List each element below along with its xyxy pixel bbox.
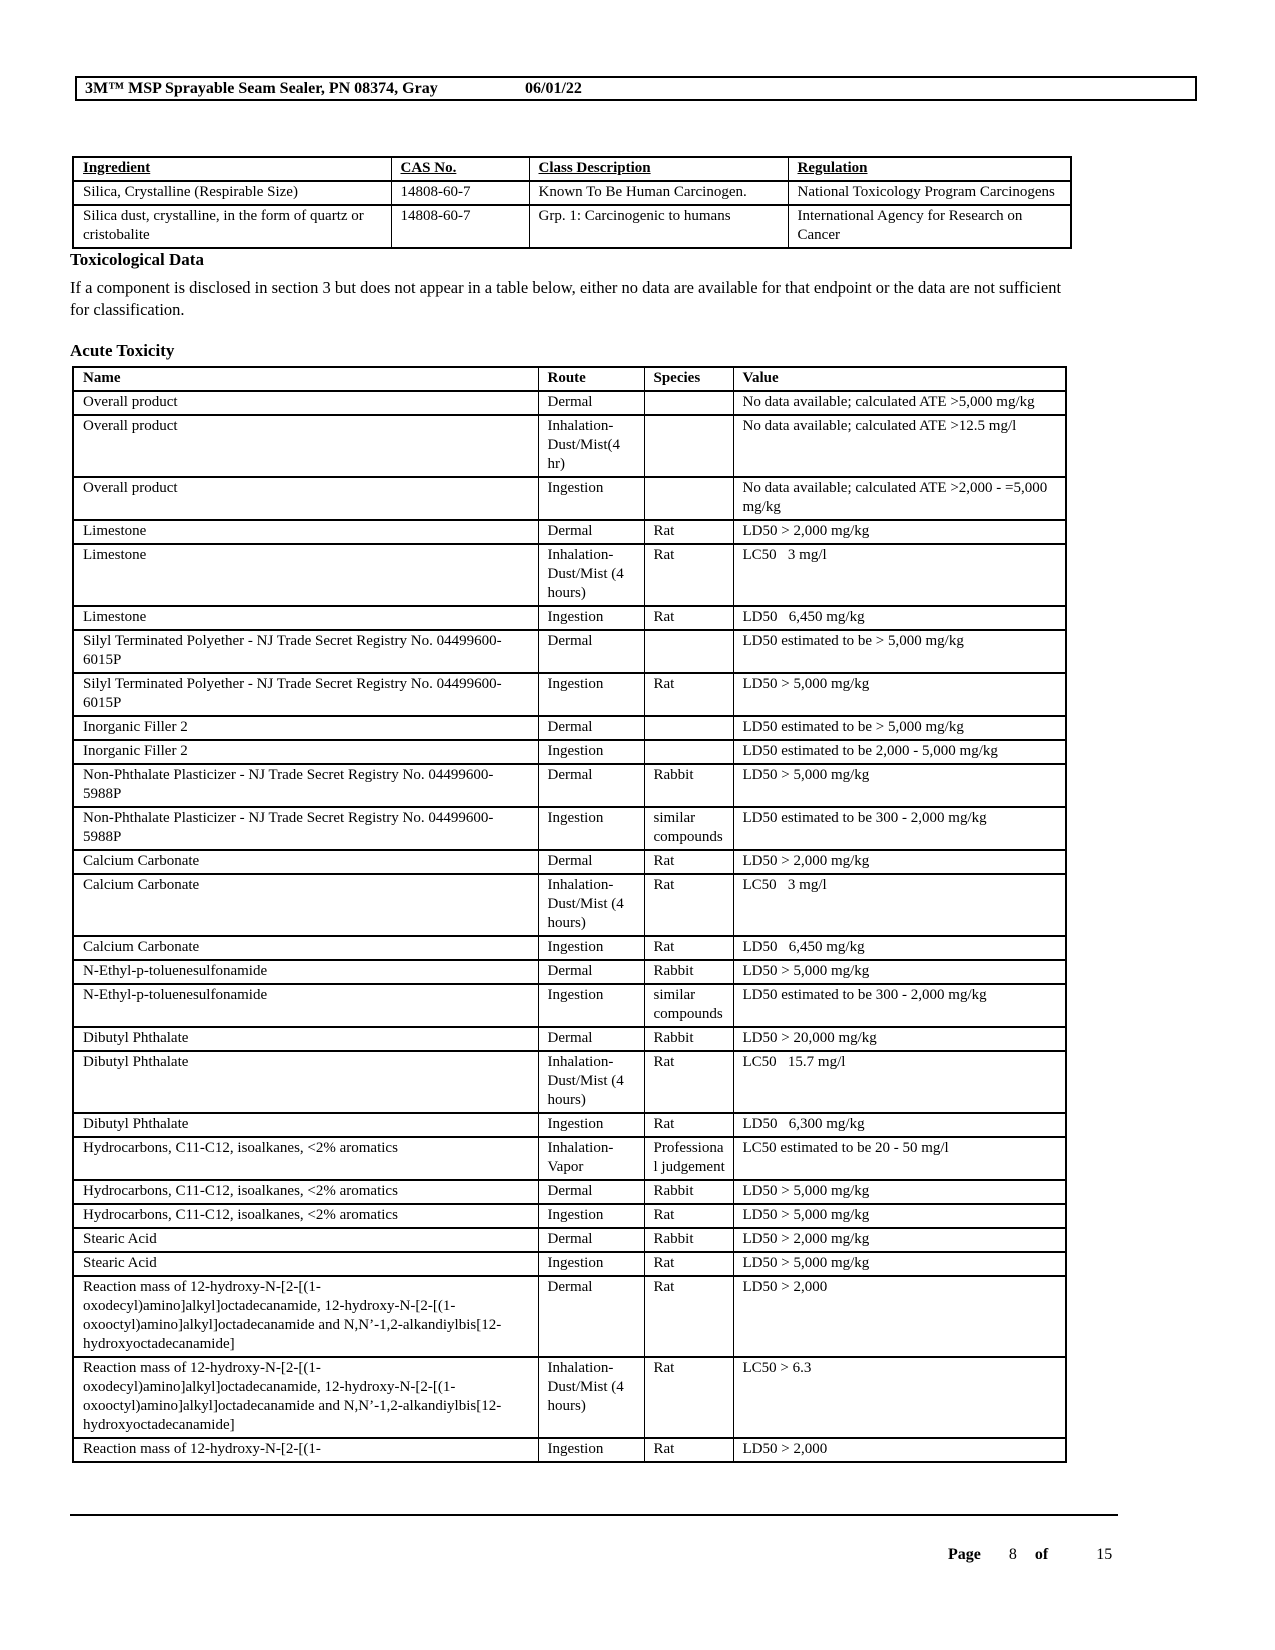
table-cell: Rat xyxy=(644,1438,733,1462)
table-cell xyxy=(644,477,733,520)
table-cell: Dermal xyxy=(538,391,644,415)
table-cell: Dibutyl Phthalate xyxy=(73,1027,538,1051)
footer-divider xyxy=(70,1514,1118,1516)
table-cell xyxy=(644,630,733,673)
table-cell: Reaction mass of 12-hydroxy-N-[2-[(1- xyxy=(73,1438,538,1462)
table-cell: Reaction mass of 12-hydroxy-N-[2-[(1-oxodecyl)amino]alkyl]octadecanamide, 12-hydroxy-N-[2-[(1-oxooctyl)amino]alkyl]octadecanamide and N,N’-1,2-alkandiylbis[12-hydroxyoctadecanamide] xyxy=(73,1276,538,1357)
table-cell: Rabbit xyxy=(644,1180,733,1204)
table-cell: LD50 > 5,000 mg/kg xyxy=(733,764,1066,807)
table-cell: Dermal xyxy=(538,630,644,673)
acute-toxicity-table xyxy=(72,366,1067,1463)
table-cell: LD50 > 2,000 mg/kg xyxy=(733,1228,1066,1252)
table-cell: Ingestion xyxy=(538,984,644,1027)
table-row xyxy=(73,1113,1066,1137)
table-cell: Rabbit xyxy=(644,960,733,984)
table-cell: Ingestion xyxy=(538,673,644,716)
table-row xyxy=(73,205,1071,248)
table-row xyxy=(73,716,1066,740)
table-cell: LD50 estimated to be 300 - 2,000 mg/kg xyxy=(733,984,1066,1027)
table-cell: LD50 > 5,000 mg/kg xyxy=(733,1180,1066,1204)
acute-toxicity-heading: Acute Toxicity xyxy=(70,341,175,360)
table-cell: Calcium Carbonate xyxy=(73,936,538,960)
page-label: Page xyxy=(948,1546,981,1563)
table-cell: LD50 > 5,000 mg/kg xyxy=(733,1204,1066,1228)
table-cell: Grp. 1: Carcinogenic to humans xyxy=(529,205,788,248)
table-cell: No data available; calculated ATE >2,000 - =5,000 mg/kg xyxy=(733,477,1066,520)
table-cell: Inhalation-Vapor xyxy=(538,1137,644,1180)
table-cell: Silica dust, crystalline, in the form of quartz or cristobalite xyxy=(73,205,391,248)
table-cell xyxy=(644,716,733,740)
table-cell: Stearic Acid xyxy=(73,1228,538,1252)
table-row xyxy=(73,544,1066,606)
table-row xyxy=(73,630,1066,673)
of-label: of xyxy=(1034,1546,1049,1563)
table-row xyxy=(73,1438,1066,1462)
table-cell: Inhalation-Dust/Mist (4 hours) xyxy=(538,1357,644,1438)
table-cell: Hydrocarbons, C11-C12, isoalkanes, <2% aromatics xyxy=(73,1180,538,1204)
table-row xyxy=(73,807,1066,850)
table-cell: Dermal xyxy=(538,1180,644,1204)
table-cell: Stearic Acid xyxy=(73,1252,538,1276)
column-header: Species xyxy=(644,367,733,391)
table-cell: Rat xyxy=(644,1276,733,1357)
table-cell: Inhalation-Dust/Mist (4 hours) xyxy=(538,1051,644,1113)
column-header: Route xyxy=(538,367,644,391)
table-cell: Inorganic Filler 2 xyxy=(73,740,538,764)
table-cell: Limestone xyxy=(73,520,538,544)
total-pages: 15 xyxy=(1096,1546,1113,1563)
table-cell: Ingestion xyxy=(538,1204,644,1228)
table-cell: Overall product xyxy=(73,477,538,520)
document-date: 06/01/22 xyxy=(525,80,582,97)
table-cell: Silyl Terminated Polyether - NJ Trade Secret Registry No. 04499600-6015P xyxy=(73,673,538,716)
column-header: Name xyxy=(73,367,538,391)
table-cell: Rabbit xyxy=(644,1027,733,1051)
table-cell: Dermal xyxy=(538,1027,644,1051)
table-cell: Calcium Carbonate xyxy=(73,850,538,874)
table-cell: Ingestion xyxy=(538,936,644,960)
carcinogenicity-table-header-row xyxy=(73,157,1071,181)
table-row xyxy=(73,984,1066,1027)
table-row xyxy=(73,477,1066,520)
table-row xyxy=(73,1252,1066,1276)
table-cell: Ingestion xyxy=(538,1113,644,1137)
table-cell: Rat xyxy=(644,936,733,960)
table-row xyxy=(73,391,1066,415)
document-title: 3M™ MSP Sprayable Seam Sealer, PN 08374, Gray xyxy=(85,80,438,97)
table-cell: Calcium Carbonate xyxy=(73,874,538,936)
table-cell: LD50 > 5,000 mg/kg xyxy=(733,673,1066,716)
table-cell: Reaction mass of 12-hydroxy-N-[2-[(1-oxodecyl)amino]alkyl]octadecanamide, 12-hydroxy-N-[2-[(1-oxooctyl)amino]alkyl]octadecanamide and N,N’-1,2-alkandiylbis[12-hydroxyoctadecanamide] xyxy=(73,1357,538,1438)
table-cell: Ingestion xyxy=(538,477,644,520)
table-cell: LC50 estimated to be 20 - 50 mg/l xyxy=(733,1137,1066,1180)
table-cell: Dermal xyxy=(538,960,644,984)
table-row xyxy=(73,1204,1066,1228)
table-cell: Dibutyl Phthalate xyxy=(73,1051,538,1113)
table-cell: LD50 > 20,000 mg/kg xyxy=(733,1027,1066,1051)
page-footer xyxy=(948,1546,1112,1564)
table-cell: LC50 > 6.3 xyxy=(733,1357,1066,1438)
table-row xyxy=(73,850,1066,874)
table-row xyxy=(73,1027,1066,1051)
table-cell: Rat xyxy=(644,606,733,630)
table-cell: Rabbit xyxy=(644,764,733,807)
table-cell: Overall product xyxy=(73,415,538,477)
table-cell: Inhalation-Dust/Mist (4 hours) xyxy=(538,544,644,606)
toxicological-data-heading: Toxicological Data xyxy=(70,250,204,269)
table-row xyxy=(73,520,1066,544)
table-row xyxy=(73,960,1066,984)
carcinogenicity-table xyxy=(72,156,1072,249)
column-header: CAS No. xyxy=(391,157,529,181)
table-cell: Rat xyxy=(644,1252,733,1276)
table-cell: LD50 > 5,000 mg/kg xyxy=(733,1252,1066,1276)
column-header: Ingredient xyxy=(73,157,391,181)
table-row xyxy=(73,1357,1066,1438)
column-header: Class Description xyxy=(529,157,788,181)
page-number: 8 xyxy=(1008,1546,1017,1563)
table-cell: Known To Be Human Carcinogen. xyxy=(529,181,788,205)
table-cell: LD50 > 5,000 mg/kg xyxy=(733,960,1066,984)
table-cell: LD50 > 2,000 mg/kg xyxy=(733,520,1066,544)
table-cell: Ingestion xyxy=(538,807,644,850)
table-cell: Rabbit xyxy=(644,1228,733,1252)
table-cell: Dibutyl Phthalate xyxy=(73,1113,538,1137)
table-cell: Dermal xyxy=(538,1228,644,1252)
table-cell: Dermal xyxy=(538,850,644,874)
table-cell: National Toxicology Program Carcinogens xyxy=(788,181,1071,205)
table-cell: 14808-60-7 xyxy=(391,181,529,205)
table-cell: Inorganic Filler 2 xyxy=(73,716,538,740)
table-cell: LD50 estimated to be > 5,000 mg/kg xyxy=(733,630,1066,673)
table-cell: 14808-60-7 xyxy=(391,205,529,248)
table-row xyxy=(73,1276,1066,1357)
table-cell: LD50 6,450 mg/kg xyxy=(733,606,1066,630)
table-cell: Ingestion xyxy=(538,740,644,764)
table-cell: Hydrocarbons, C11-C12, isoalkanes, <2% aromatics xyxy=(73,1137,538,1180)
table-cell: LC50 15.7 mg/l xyxy=(733,1051,1066,1113)
toxicological-data-paragraph: If a component is disclosed in section 3 but does not appear in a table below, either no data are available for that endpoint or the data are not sufficient for classification. xyxy=(70,278,1062,319)
table-cell: Overall product xyxy=(73,391,538,415)
table-cell xyxy=(644,391,733,415)
table-cell: LD50 > 2,000 mg/kg xyxy=(733,850,1066,874)
table-cell: Ingestion xyxy=(538,1252,644,1276)
table-cell: LD50 6,450 mg/kg xyxy=(733,936,1066,960)
table-row xyxy=(73,606,1066,630)
column-header: Value xyxy=(733,367,1066,391)
table-cell: N-Ethyl-p-toluenesulfonamide xyxy=(73,984,538,1027)
table-cell: Rat xyxy=(644,850,733,874)
table-cell: Inhalation-Dust/Mist(4 hr) xyxy=(538,415,644,477)
table-row xyxy=(73,1137,1066,1180)
table-cell: LD50 estimated to be 300 - 2,000 mg/kg xyxy=(733,807,1066,850)
table-cell: LD50 > 2,000 xyxy=(733,1276,1066,1357)
table-cell: Rat xyxy=(644,874,733,936)
table-cell: LC50 3 mg/l xyxy=(733,544,1066,606)
table-row xyxy=(73,1180,1066,1204)
table-row xyxy=(73,1228,1066,1252)
table-cell: Rat xyxy=(644,1113,733,1137)
table-cell: Dermal xyxy=(538,764,644,807)
table-cell: Silyl Terminated Polyether - NJ Trade Secret Registry No. 04499600-6015P xyxy=(73,630,538,673)
table-cell: Dermal xyxy=(538,520,644,544)
table-cell: Rat xyxy=(644,1204,733,1228)
table-row xyxy=(73,673,1066,716)
table-cell: Inhalation-Dust/Mist (4 hours) xyxy=(538,874,644,936)
table-cell: similar compounds xyxy=(644,984,733,1027)
table-cell: Hydrocarbons, C11-C12, isoalkanes, <2% aromatics xyxy=(73,1204,538,1228)
table-cell: Ingestion xyxy=(538,606,644,630)
table-cell: Dermal xyxy=(538,1276,644,1357)
table-cell: LD50 estimated to be > 5,000 mg/kg xyxy=(733,716,1066,740)
table-row xyxy=(73,415,1066,477)
table-cell xyxy=(644,740,733,764)
table-row xyxy=(73,181,1071,205)
table-cell: International Agency for Research on Cancer xyxy=(788,205,1071,248)
acute-toxicity-table-header-row xyxy=(73,367,1066,391)
table-row xyxy=(73,936,1066,960)
table-cell: LD50 estimated to be 2,000 - 5,000 mg/kg xyxy=(733,740,1066,764)
table-cell: Professional judgement xyxy=(644,1137,733,1180)
column-header: Regulation xyxy=(788,157,1071,181)
document-header xyxy=(75,76,1197,101)
table-cell: Non-Phthalate Plasticizer - NJ Trade Secret Registry No. 04499600-5988P xyxy=(73,807,538,850)
table-cell: LD50 > 2,000 xyxy=(733,1438,1066,1462)
table-cell: N-Ethyl-p-toluenesulfonamide xyxy=(73,960,538,984)
table-cell: No data available; calculated ATE >5,000 mg/kg xyxy=(733,391,1066,415)
table-row xyxy=(73,1051,1066,1113)
table-cell: Rat xyxy=(644,1357,733,1438)
table-cell: LC50 3 mg/l xyxy=(733,874,1066,936)
table-cell: Non-Phthalate Plasticizer - NJ Trade Secret Registry No. 04499600-5988P xyxy=(73,764,538,807)
table-row xyxy=(73,874,1066,936)
table-cell: No data available; calculated ATE >12.5 mg/l xyxy=(733,415,1066,477)
table-cell: Dermal xyxy=(538,716,644,740)
table-cell: LD50 6,300 mg/kg xyxy=(733,1113,1066,1137)
table-cell: Limestone xyxy=(73,544,538,606)
table-cell: Limestone xyxy=(73,606,538,630)
table-cell: Rat xyxy=(644,673,733,716)
table-cell: Silica, Crystalline (Respirable Size) xyxy=(73,181,391,205)
table-cell: similar compounds xyxy=(644,807,733,850)
table-row xyxy=(73,740,1066,764)
table-cell: Rat xyxy=(644,520,733,544)
table-cell: Rat xyxy=(644,544,733,606)
table-cell: Ingestion xyxy=(538,1438,644,1462)
table-cell: Rat xyxy=(644,1051,733,1113)
table-row xyxy=(73,764,1066,807)
table-cell xyxy=(644,415,733,477)
